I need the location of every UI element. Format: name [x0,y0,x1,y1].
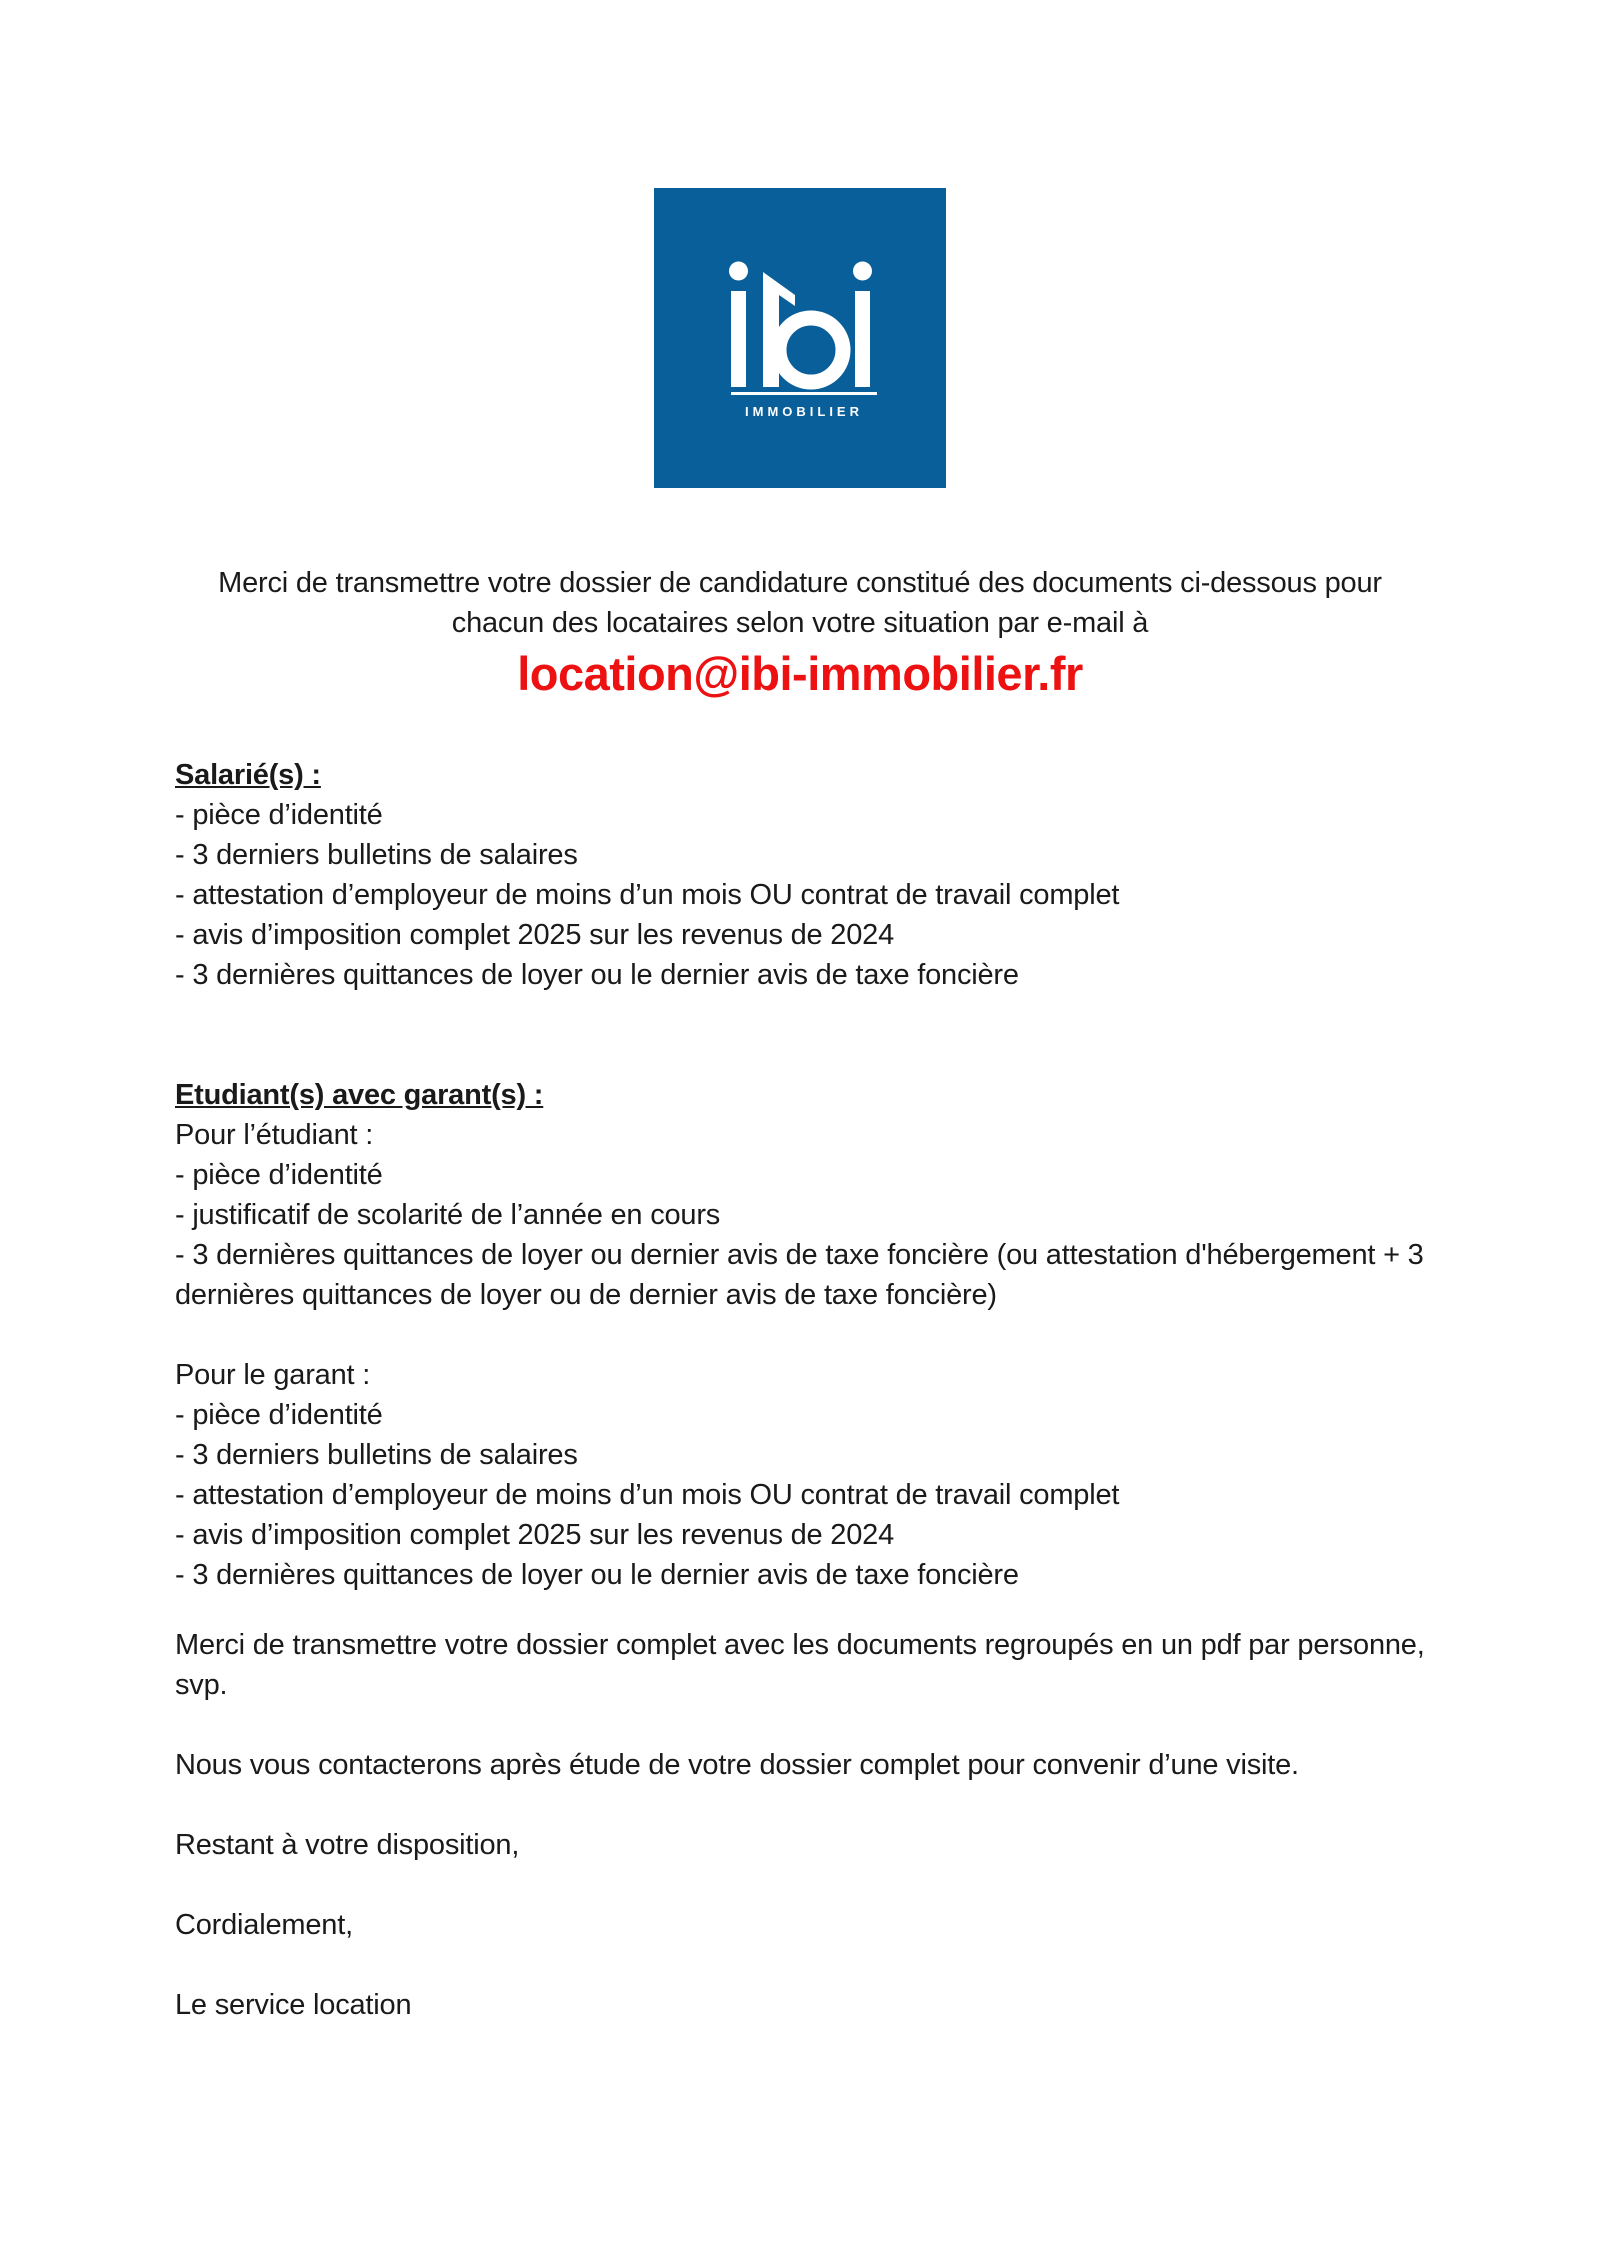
student-list [175,1155,1425,1315]
logo-tagline: IMMOBILIER [745,404,863,419]
i-dot-left [729,262,748,281]
guarantor-item-1: - pièce d’identité [175,1399,383,1431]
guarantor-item-5: - 3 dernières quittances de loyer ou le dernier avis de taxe foncière [175,1559,1019,1591]
closing-paragraph-disposition: Restant à votre disposition, [175,1829,520,1861]
i-dot-right [853,262,872,281]
salaries-item-3: - attestation d’employeur de moins d’un mois OU contrat de travail complet [175,879,1120,911]
document-body [0,563,1600,2025]
salaries-item-2: - 3 derniers bulletins de salaires [175,839,578,871]
logo-background [654,188,946,488]
logo-container [0,0,1600,488]
intro-line-2: chacun des locataires selon votre situation par e-mail à [451,607,1149,639]
section-heading-salaries: Salarié(s) : [175,759,321,791]
application-email[interactable]: location@ibi-immobilier.fr [517,647,1083,700]
logo-rule [731,392,877,395]
salaries-list [175,795,1425,995]
guarantor-list [175,1395,1425,1595]
closing-paragraph-contact: Nous vous contacterons après étude de votre dossier complet pour convenir d’une visite. [175,1749,1299,1781]
guarantor-subheading: Pour le garant : [175,1359,371,1391]
intro-line-1: Merci de transmettre votre dossier de candidature constitué des documents ci-dessous pour [218,567,1382,599]
section-heading-students: Etudiant(s) avec garant(s) : [175,1079,544,1111]
salaries-item-1: - pièce d’identité [175,799,383,831]
salaries-item-5: - 3 dernières quittances de loyer ou le dernier avis de taxe foncière [175,959,1019,991]
closing-paragraph-regards: Cordialement, [175,1909,353,1941]
salaries-item-4: - avis d’imposition complet 2025 sur les revenus de 2024 [175,919,895,951]
student-subheading: Pour l’étudiant : [175,1119,374,1151]
i-stem-left [731,291,746,387]
intro-paragraph [175,563,1425,643]
guarantor-item-2: - 3 derniers bulletins de salaires [175,1439,578,1471]
guarantor-item-4: - avis d’imposition complet 2025 sur les revenus de 2024 [175,1519,895,1551]
closing-paragraph-signature: Le service location [175,1989,412,2021]
student-item-1: - pièce d’identité [175,1159,383,1191]
student-item-2: - justificatif de scolarité de l’année en cours [175,1199,721,1231]
guarantor-item-3: - attestation d’employeur de moins d’un mois OU contrat de travail complet [175,1479,1120,1511]
ibi-logo [654,188,946,488]
student-item-3: - 3 dernières quittances de loyer ou dernier avis de taxe foncière (ou attestation d'hébergement + 3 dernières quittances de loyer ou de dernier avis de taxe foncière) [175,1239,1424,1311]
i-stem-right [855,291,870,387]
closing-paragraph-pdf: Merci de transmettre votre dossier complet avec les documents regroupés en un pdf par personne, svp. [175,1629,1425,1701]
